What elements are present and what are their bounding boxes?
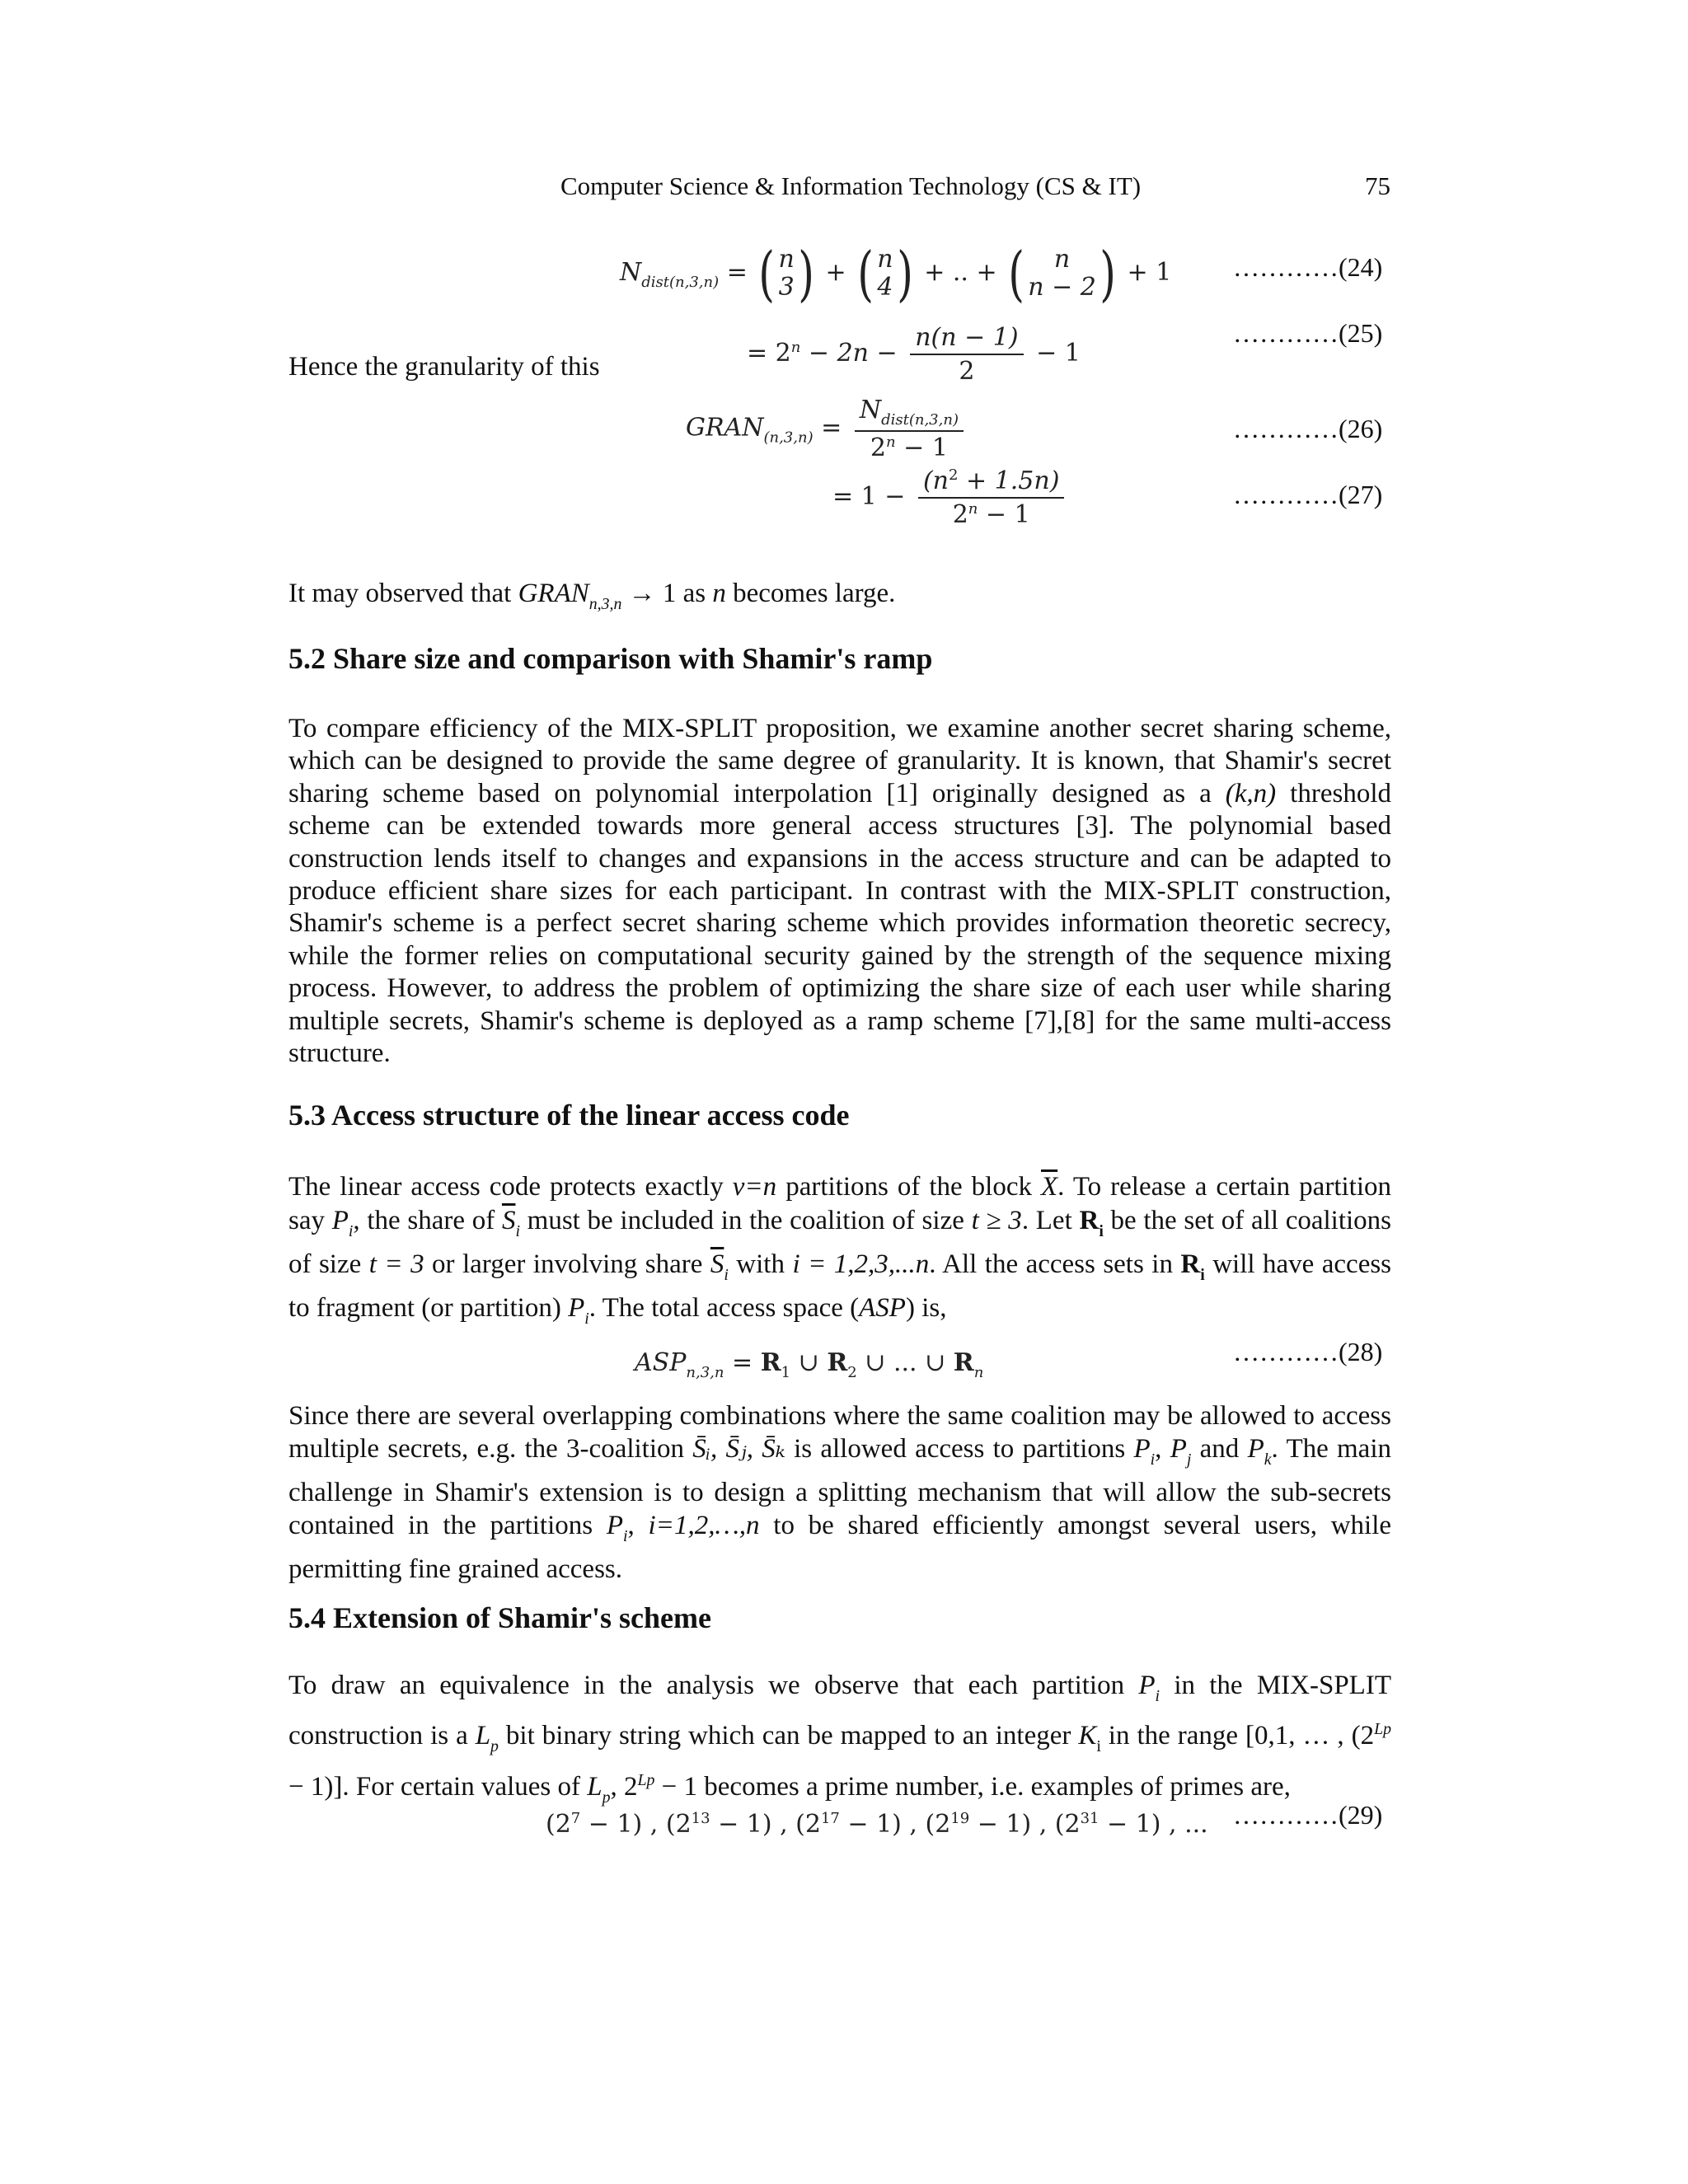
paragraph-5-4: To draw an equivalence in the analysis we observe that each partition $P_i$ in the MIX-SPLIT construction is a $L_p$ bit binary string which can be mapped to an integer $K_i$ in the range [0,1, … , $(2^{Lp} - 1)$]. For certain values of $L_p$, $2^{Lp} - 1$ becomes a prime number, i.e. examples of primes are, <box>288 1671 1391 1807</box>
equation-25: = $2^n - 2n$ − $\frac{n(n - 1)}{2}$ − 1 <box>747 323 1081 386</box>
section-heading-5-2: 5.2 Share size and comparison with Shamir's ramp <box>288 642 933 675</box>
equation-24: $N_{dist(n,3,n)}$ = ( n 3 ) + ( n 4 ) + .. + ( n n − 2 ) + 1 <box>620 239 1172 308</box>
section-heading-5-4: 5.4 Extension of Shamir's scheme <box>288 1601 711 1634</box>
binomial: ( n n − 2 ) <box>1008 239 1116 308</box>
equation-28: $ASP_{n,3,n} = R_1$ ∪ $R_2$ ∪ ... ∪ $R_n$ <box>635 1348 984 1382</box>
equation-29: $(2^7 - 1)$ , $(2^{13} - 1)$ , $(2^{17} - 1)$ , $(2^{19} - 1)$ , $(2^{31} - 1)$ , ... <box>546 1810 1208 1839</box>
equation-27: = 1 − $\frac{(n^2 + 1.5n)}{2^n - 1}$ <box>832 466 1069 529</box>
page-number: 75 <box>1365 171 1390 200</box>
equation-number: …………(24) <box>1233 252 1383 282</box>
paragraph-5-3-b: Since there are several overlapping combinations where the same coalition may be allowed to access multiple secrets, e.g. the 3-coalition S̄ᵢ, S̄ⱼ, S̄ₖ is allowed access to partitions $P_i$, $P_j$ and $P_k$. The main challenge in Shamir's extension is to design a splitting mechanism that will allow the sub-secrets contained in the partitions $P_i$, i=1,2,…,n to be shared efficiently amongst several users, while permitting fine grained access. <box>288 1401 1392 1584</box>
equation-number: …………(26) <box>1233 414 1383 443</box>
equation-number: …………(28) <box>1233 1337 1383 1366</box>
section-heading-5-3: 5.3 Access structure of the linear access code <box>288 1099 850 1132</box>
granularity-intro: Hence the granularity of this <box>288 352 600 382</box>
binomial: ( n 4 ) <box>857 239 913 308</box>
paragraph-5-3-a: The linear access code protects exactly v=n partitions of the block $\overline{X}$. To release a certain partition say $P_i$, the share of $\overline{S}_i$ must be included in the coalition of size t ≥ 3. Let $R_i$ be the set of all coalitions of size t = 3 or larger involving share $\overline{S}_i$ with i = 1,2,3,...n. All the access sets in $R_i$ will have access to fragment (or partition) $P_i$. The total access space (ASP) is, <box>288 1172 1392 1329</box>
fraction: $\frac{n(n - 1)}{2}$ <box>910 323 1023 386</box>
equation-number: …………(29) <box>1233 1800 1383 1830</box>
equation-26: $GRAN_{(n,3,n)}$ = $\frac{N_{dist(n,3,n)}}{2^n - 1}$ <box>686 396 968 462</box>
observation-line: It may observed that $GRAN_{n,3,n} \to 1$ as n becomes large. <box>288 579 896 613</box>
running-header: Computer Science & Information Technology (CS & IT) <box>560 171 1142 200</box>
equation-number: …………(27) <box>1233 480 1383 509</box>
equation-number: …………(25) <box>1233 318 1383 348</box>
fraction: $\frac{N_{dist(n,3,n)}}{2^n - 1}$ <box>855 396 964 462</box>
fraction: $\frac{(n^2 + 1.5n)}{2^n - 1}$ <box>918 466 1064 529</box>
binomial: ( n 3 ) <box>758 239 814 308</box>
paragraph-5-2: To compare efficiency of the MIX-SPLIT proposition, we examine another secret sharing scheme, which can be designed to provide the same degree of granularity. It is known, that Shamir's secret sharing scheme based on polynomial interpolation [1] originally designed as a (k,n) threshold scheme can be extended towards more general access structures [3]. The polynomial based construction lends itself to changes and expansions in the access structure and can be adapted to produce efficient share sizes for each participant. In contrast with the MIX-SPLIT construction, Shamir's scheme is a perfect secret sharing scheme which provides information theoretic secrecy, while the former relies on computational security gained by the strength of the sequence mixing process. However, to address the problem of optimizing the share size of each user while sharing multiple secrets, Shamir's scheme is deployed as a ramp scheme [7],[8] for the same multi-access structure. <box>288 714 1391 1069</box>
